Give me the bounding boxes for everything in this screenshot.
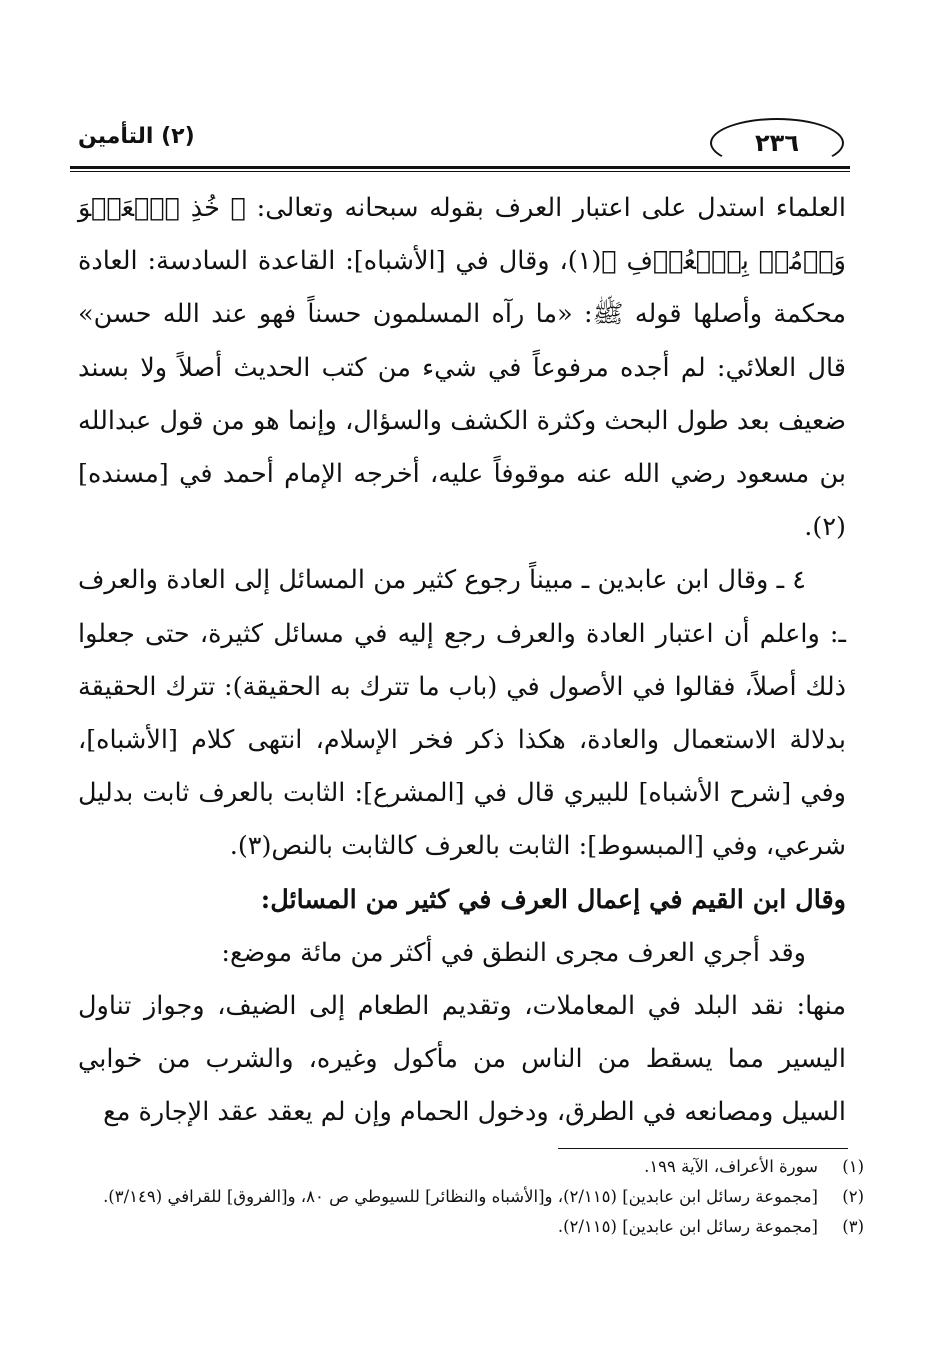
page-number: ٢٣٦ xyxy=(755,129,799,157)
running-title: (٢) التأمين xyxy=(78,124,195,149)
paragraph-ibn-abidin: ٤ ـ وقال ابن عابدين ـ مبيناً رجوع كثير من المسائل إلى العادة والعرف ـ: واعلم أن اعتبار العادة والعرف رجع إليه في مسائل كثيرة، حتى جعلوا ذلك أصلاً، فقالوا في الأصول في (باب ما تترك به الحقيقة): تترك الحقيقة بدلالة الاستعمال والعادة، هكذا ذكر فخر الإسلام، انتهى كلام [الأشباه]، وفي [شرح الأشباه] للبيري قال في [المشرع]: الثابت بالعرف ثابت بدليل شرعي، وفي [المبسوط]: الثابت بالعرف كالثابت بالنص(٣). xyxy=(78,565,846,862)
footnote xyxy=(78,1152,864,1182)
body-text xyxy=(78,182,846,1140)
footnote xyxy=(78,1212,864,1242)
footnote-number: (٣) xyxy=(842,1217,864,1236)
footnote-text: [مجموعة رسائل ابن عابدين] (٢/١١٥). xyxy=(557,1217,818,1236)
footnote-number: (١) xyxy=(842,1157,864,1176)
paragraph-quran-citation: العلماء استدل على اعتبار العرف بقوله سبحانه وتعالى: ﴿ خُذِ ٱلۡعَفۡوَ وَأۡمُرۡ بِٱلۡعُرۡفِ ﴾(١)، وقال في [الأشباه]: القاعدة السادسة: العادة محكمة وأصلها قوله ﷺ: «ما رآه المسلمون حسناً فهو عند الله حسن» قال العلائي: لم أجده مرفوعاً في شيء من كتب الحديث أصلاً ولا بسند ضعيف بعد طول البحث وكثرة الكشف والسؤال، وإنما هو من قول عبدالله بن مسعود رضي الله عنه موقوفاً عليه، أخرجه الإمام أحمد في [مسنده](٢). xyxy=(78,193,846,543)
footnote-number: (٢) xyxy=(842,1187,864,1206)
page-header xyxy=(70,118,850,178)
paragraph-examples: منها: نقد البلد في المعاملات، وتقديم الطعام إلى الضيف، وجواز تناول اليسير مما يسقط من الناس من مأكول وغيره، والشرب من خوابي السيل ومصانعه في الطرق، ودخول الحمام وإن لم يعقد عقد الإجارة مع xyxy=(78,991,846,1128)
footnote-separator xyxy=(558,1148,848,1149)
section-heading-ibn-alqayyim: وقال ابن القيم في إعمال العرف في كثير من المسائل: xyxy=(260,884,846,915)
page-number-oval xyxy=(710,118,844,168)
footnote-text: [مجموعة رسائل ابن عابدين] (٢/١١٥)، و[الأشباه والنظائر] للسيوطي ص ٨٠، و[الفروق] للقرافي (٣/١٤٩). xyxy=(103,1187,818,1206)
footnote-text: سورة الأعراف، الآية ١٩٩. xyxy=(644,1157,818,1176)
paragraph-intro: وقد أجري العرف مجرى النطق في أكثر من مائة موضع: xyxy=(221,937,806,968)
header-rule-thick xyxy=(70,166,850,169)
footnotes xyxy=(78,1152,864,1242)
header-rule-thin xyxy=(70,171,850,172)
footnote xyxy=(78,1182,864,1212)
